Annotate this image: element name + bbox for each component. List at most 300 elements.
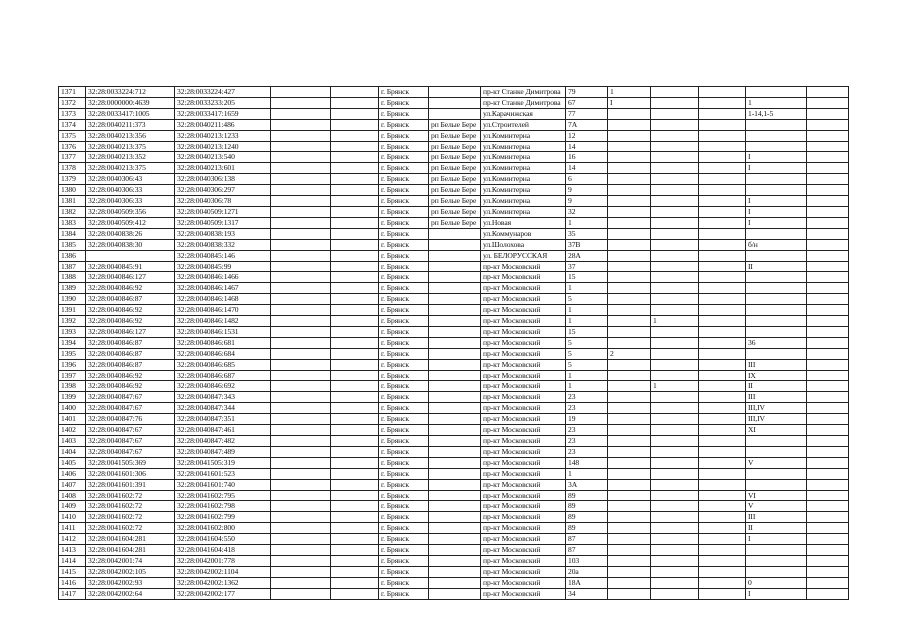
empty-cell [807, 392, 849, 403]
premises-cadastral-number-cell: 32:28:0040846:685 [175, 359, 271, 370]
field-10-cell [608, 185, 651, 196]
table-row [59, 152, 849, 163]
field-4-cell [271, 130, 331, 141]
field-5-cell [331, 370, 379, 381]
street-cell: ул.Коммунаров [481, 228, 566, 239]
field-12-cell [699, 479, 746, 490]
house-number-cell: 32 [566, 206, 608, 217]
city-cell: г. Брянск [379, 479, 429, 490]
room-number-cell [746, 468, 807, 479]
field-4-cell [271, 588, 331, 599]
settlement-cell [429, 239, 481, 250]
row-number-cell: 1379 [59, 174, 86, 185]
street-cell: пр-кт Станке Димитрова [481, 87, 566, 98]
premises-cadastral-number-cell: 32:28:0040845:99 [175, 261, 271, 272]
street-cell: пр-кт Московский [481, 468, 566, 479]
room-number-cell [746, 294, 807, 305]
empty-cell [807, 337, 849, 348]
settlement-cell: рп Белые Бере [429, 119, 481, 130]
field-10-cell [608, 446, 651, 457]
premises-cadastral-number-cell: 32:28:0041602:795 [175, 490, 271, 501]
field-12-cell [699, 523, 746, 534]
house-number-cell: 79 [566, 87, 608, 98]
field-5-cell [331, 457, 379, 468]
city-cell: г. Брянск [379, 414, 429, 425]
room-number-cell: II [746, 381, 807, 392]
row-number-cell: 1386 [59, 250, 86, 261]
field-12-cell [699, 381, 746, 392]
premises-cadastral-number-cell: 32:28:0040845:146 [175, 250, 271, 261]
row-number-cell: 1375 [59, 130, 86, 141]
field-4-cell [271, 108, 331, 119]
room-number-cell [746, 436, 807, 447]
field-4-cell [271, 239, 331, 250]
house-number-cell: 28А [566, 250, 608, 261]
field-12-cell [699, 545, 746, 556]
table-row [59, 305, 849, 316]
cadastral-number-cell: 32:28:0040847:67 [86, 403, 175, 414]
field-4-cell [271, 403, 331, 414]
premises-cadastral-number-cell: 32:28:0040211:486 [175, 119, 271, 130]
room-number-cell: 1 [746, 97, 807, 108]
room-number-cell: IX [746, 370, 807, 381]
house-number-cell: 77 [566, 108, 608, 119]
settlement-cell [429, 305, 481, 316]
cadastral-number-cell: 32:28:0040846:87 [86, 359, 175, 370]
field-12-cell [699, 468, 746, 479]
settlement-cell [429, 403, 481, 414]
cadastral-number-cell: 32:28:0040846:92 [86, 305, 175, 316]
empty-cell [807, 283, 849, 294]
city-cell: г. Брянск [379, 130, 429, 141]
premises-cadastral-number-cell: 32:28:0040838:332 [175, 239, 271, 250]
field-4-cell [271, 359, 331, 370]
table-row [59, 370, 849, 381]
empty-cell [807, 294, 849, 305]
street-cell: ул.Коминтерна [481, 130, 566, 141]
field-12-cell [699, 446, 746, 457]
table-row [59, 87, 849, 98]
premises-cadastral-number-cell: 32:28:0042002:177 [175, 588, 271, 599]
city-cell: г. Брянск [379, 370, 429, 381]
table-row [59, 163, 849, 174]
street-cell: пр-кт Московский [481, 272, 566, 283]
field-12-cell [699, 250, 746, 261]
empty-cell [807, 545, 849, 556]
field-10-cell [608, 119, 651, 130]
row-number-cell: 1401 [59, 414, 86, 425]
field-4-cell [271, 316, 331, 327]
settlement-cell: рп Белые Бере [429, 130, 481, 141]
empty-cell [807, 272, 849, 283]
cadastral-number-cell: 32:28:0042002:64 [86, 588, 175, 599]
cadastral-number-cell: 32:28:0040838:30 [86, 239, 175, 250]
premises-cadastral-number-cell: 32:28:0033224:427 [175, 87, 271, 98]
empty-cell [807, 348, 849, 359]
table-row [59, 206, 849, 217]
field-10-cell [608, 228, 651, 239]
cadastral-number-cell: 32:28:0040213:356 [86, 130, 175, 141]
field-4-cell [271, 545, 331, 556]
field-4-cell [271, 283, 331, 294]
city-cell: г. Брянск [379, 294, 429, 305]
field-10-cell [608, 152, 651, 163]
field-10-cell [608, 261, 651, 272]
table-row [59, 294, 849, 305]
table-row [59, 185, 849, 196]
premises-cadastral-number-cell: 32:28:0040846:684 [175, 348, 271, 359]
field-10-cell [608, 316, 651, 327]
street-cell: ул. БЕЛОРУССКАЯ [481, 250, 566, 261]
premises-cadastral-number-cell: 32:28:0040846:1470 [175, 305, 271, 316]
settlement-cell [429, 457, 481, 468]
field-11-cell [651, 348, 699, 359]
settlement-cell [429, 392, 481, 403]
cadastral-number-cell: 32:28:0041601:391 [86, 479, 175, 490]
row-number-cell: 1392 [59, 316, 86, 327]
city-cell: г. Брянск [379, 490, 429, 501]
house-number-cell: 1 [566, 381, 608, 392]
room-number-cell [746, 250, 807, 261]
house-number-cell: 1 [566, 316, 608, 327]
table-row [59, 381, 849, 392]
field-12-cell [699, 174, 746, 185]
street-cell: пр-кт Московский [481, 577, 566, 588]
field-4-cell [271, 555, 331, 566]
house-number-cell: 1 [566, 468, 608, 479]
empty-cell [807, 577, 849, 588]
empty-cell [807, 490, 849, 501]
field-12-cell [699, 119, 746, 130]
room-number-cell [746, 185, 807, 196]
cadastral-number-cell: 32:28:0041602:72 [86, 512, 175, 523]
room-number-cell [746, 555, 807, 566]
field-10-cell [608, 425, 651, 436]
street-cell: пр-кт Московский [481, 566, 566, 577]
table-row [59, 414, 849, 425]
cadastral-number-cell: 32:28:0040847:67 [86, 392, 175, 403]
street-cell: ул.Коминтерна [481, 196, 566, 207]
field-12-cell [699, 588, 746, 599]
room-number-cell [746, 228, 807, 239]
table-row [59, 141, 849, 152]
field-10-cell [608, 130, 651, 141]
field-10-cell [608, 294, 651, 305]
city-cell: г. Брянск [379, 588, 429, 599]
cadastral-number-cell: 32:28:0041602:72 [86, 501, 175, 512]
table-row [59, 566, 849, 577]
premises-cadastral-number-cell: 32:28:0040838:193 [175, 228, 271, 239]
field-11-cell [651, 326, 699, 337]
house-number-cell: 20а [566, 566, 608, 577]
settlement-cell [429, 555, 481, 566]
field-10-cell [608, 381, 651, 392]
field-5-cell [331, 272, 379, 283]
field-5-cell [331, 141, 379, 152]
table-row [59, 359, 849, 370]
field-5-cell [331, 545, 379, 556]
settlement-cell [429, 479, 481, 490]
empty-cell [807, 141, 849, 152]
empty-cell [807, 479, 849, 490]
room-number-cell [746, 305, 807, 316]
empty-cell [807, 326, 849, 337]
city-cell: г. Брянск [379, 425, 429, 436]
city-cell: г. Брянск [379, 261, 429, 272]
house-number-cell: 34 [566, 588, 608, 599]
field-5-cell [331, 359, 379, 370]
city-cell: г. Брянск [379, 316, 429, 327]
city-cell: г. Брянск [379, 512, 429, 523]
cadastral-number-cell: 32:28:0040847:76 [86, 414, 175, 425]
field-12-cell [699, 206, 746, 217]
field-11-cell [651, 283, 699, 294]
field-10-cell: 2 [608, 348, 651, 359]
empty-cell [807, 403, 849, 414]
house-number-cell: 89 [566, 501, 608, 512]
premises-cadastral-number-cell: 32:28:0040846:1466 [175, 272, 271, 283]
empty-cell [807, 119, 849, 130]
field-10-cell [608, 359, 651, 370]
city-cell: г. Брянск [379, 152, 429, 163]
house-number-cell: 89 [566, 512, 608, 523]
row-number-cell: 1415 [59, 566, 86, 577]
room-number-cell: III [746, 512, 807, 523]
city-cell: г. Брянск [379, 555, 429, 566]
table-row [59, 577, 849, 588]
field-11-cell [651, 534, 699, 545]
street-cell: пр-кт Московский [481, 294, 566, 305]
house-number-cell: 15 [566, 272, 608, 283]
field-10-cell [608, 163, 651, 174]
premises-cadastral-number-cell: 32:28:0041602:800 [175, 523, 271, 534]
empty-cell [807, 196, 849, 207]
field-10-cell [608, 479, 651, 490]
field-12-cell [699, 283, 746, 294]
field-10-cell: I [608, 97, 651, 108]
row-number-cell: 1391 [59, 305, 86, 316]
house-number-cell: 35 [566, 228, 608, 239]
empty-cell [807, 261, 849, 272]
field-10-cell [608, 414, 651, 425]
field-4-cell [271, 446, 331, 457]
field-12-cell [699, 141, 746, 152]
table-row [59, 272, 849, 283]
house-number-cell: 12 [566, 130, 608, 141]
settlement-cell [429, 97, 481, 108]
street-cell: пр-кт Московский [481, 392, 566, 403]
empty-cell [807, 425, 849, 436]
field-5-cell [331, 108, 379, 119]
field-11-cell [651, 414, 699, 425]
cadastral-number-cell: 32:28:0040846:87 [86, 294, 175, 305]
table-row [59, 348, 849, 359]
field-4-cell [271, 479, 331, 490]
field-12-cell [699, 512, 746, 523]
field-11-cell [651, 425, 699, 436]
settlement-cell [429, 228, 481, 239]
cadastral-number-cell: 32:28:0040846:87 [86, 348, 175, 359]
house-number-cell: 5 [566, 348, 608, 359]
table-row [59, 545, 849, 556]
premises-cadastral-number-cell: 32:28:0040846:1467 [175, 283, 271, 294]
room-number-cell: б/н [746, 239, 807, 250]
house-number-cell: 23 [566, 436, 608, 447]
room-number-cell: III,IV [746, 403, 807, 414]
street-cell: ул.Коминтерна [481, 141, 566, 152]
street-cell: пр-кт Московский [481, 457, 566, 468]
row-number-cell: 1389 [59, 283, 86, 294]
cadastral-number-cell: 32:28:0040838:26 [86, 228, 175, 239]
field-11-cell [651, 501, 699, 512]
field-4-cell [271, 566, 331, 577]
premises-cadastral-number-cell: 32:28:0041604:418 [175, 545, 271, 556]
field-5-cell [331, 261, 379, 272]
field-5-cell [331, 163, 379, 174]
field-11-cell [651, 185, 699, 196]
field-4-cell [271, 261, 331, 272]
field-11-cell [651, 490, 699, 501]
row-number-cell: 1397 [59, 370, 86, 381]
field-11-cell [651, 359, 699, 370]
table-row [59, 588, 849, 599]
cadastral-number-cell: 32:28:0040847:67 [86, 436, 175, 447]
field-10-cell [608, 326, 651, 337]
house-number-cell: 23 [566, 403, 608, 414]
empty-cell [807, 217, 849, 228]
premises-cadastral-number-cell: 32:28:0040846:681 [175, 337, 271, 348]
room-number-cell [746, 87, 807, 98]
field-4-cell [271, 196, 331, 207]
settlement-cell [429, 337, 481, 348]
settlement-cell [429, 316, 481, 327]
city-cell: г. Брянск [379, 534, 429, 545]
street-cell: пр-кт Московский [481, 479, 566, 490]
field-5-cell [331, 326, 379, 337]
empty-cell [807, 534, 849, 545]
field-5-cell [331, 446, 379, 457]
house-number-cell: 9 [566, 185, 608, 196]
house-number-cell: 89 [566, 490, 608, 501]
field-12-cell [699, 534, 746, 545]
row-number-cell: 1414 [59, 555, 86, 566]
house-number-cell: 1 [566, 217, 608, 228]
settlement-cell [429, 523, 481, 534]
settlement-cell [429, 381, 481, 392]
room-number-cell: 36 [746, 337, 807, 348]
cadastral-number-cell: 32:28:0042002:105 [86, 566, 175, 577]
row-number-cell: 1409 [59, 501, 86, 512]
empty-cell [807, 250, 849, 261]
house-number-cell: 37В [566, 239, 608, 250]
room-number-cell [746, 141, 807, 152]
cadastral-number-cell: 32:28:0000000:4639 [86, 97, 175, 108]
settlement-cell: рп Белые Бере [429, 217, 481, 228]
field-12-cell [699, 130, 746, 141]
house-number-cell: 37 [566, 261, 608, 272]
table-row [59, 436, 849, 447]
street-cell: пр-кт Московский [481, 403, 566, 414]
empty-cell [807, 130, 849, 141]
field-10-cell [608, 534, 651, 545]
field-4-cell [271, 337, 331, 348]
row-number-cell: 1408 [59, 490, 86, 501]
field-11-cell [651, 403, 699, 414]
settlement-cell [429, 425, 481, 436]
field-4-cell [271, 206, 331, 217]
city-cell: г. Брянск [379, 566, 429, 577]
table-row [59, 326, 849, 337]
table-row [59, 534, 849, 545]
premises-cadastral-number-cell: 32:28:0042002:1104 [175, 566, 271, 577]
cadastral-number-cell: 32:28:0040847:67 [86, 446, 175, 457]
field-12-cell [699, 555, 746, 566]
empty-cell [807, 414, 849, 425]
table-row [59, 261, 849, 272]
city-cell: г. Брянск [379, 305, 429, 316]
field-5-cell [331, 130, 379, 141]
table-row [59, 337, 849, 348]
street-cell: пр-кт Московский [481, 381, 566, 392]
empty-cell [807, 152, 849, 163]
field-4-cell [271, 119, 331, 130]
field-10-cell [608, 217, 651, 228]
field-10-cell [608, 577, 651, 588]
table-row [59, 555, 849, 566]
empty-cell [807, 446, 849, 457]
field-5-cell [331, 490, 379, 501]
city-cell: г. Брянск [379, 185, 429, 196]
city-cell: г. Брянск [379, 501, 429, 512]
field-5-cell [331, 512, 379, 523]
city-cell: г. Брянск [379, 577, 429, 588]
field-10-cell [608, 555, 651, 566]
premises-cadastral-number-cell: 32:28:0040847:489 [175, 446, 271, 457]
cadastral-number-cell: 32:28:0040213:352 [86, 152, 175, 163]
field-10-cell [608, 174, 651, 185]
row-number-cell: 1384 [59, 228, 86, 239]
settlement-cell [429, 566, 481, 577]
table-row [59, 250, 849, 261]
house-number-cell: 9 [566, 196, 608, 207]
row-number-cell: 1373 [59, 108, 86, 119]
street-cell: пр-кт Московский [481, 370, 566, 381]
empty-cell [807, 588, 849, 599]
field-10-cell [608, 523, 651, 534]
premises-cadastral-number-cell: 32:28:0041602:799 [175, 512, 271, 523]
field-10-cell [608, 305, 651, 316]
empty-cell [807, 108, 849, 119]
settlement-cell [429, 577, 481, 588]
settlement-cell [429, 250, 481, 261]
cadastral-number-cell: 32:28:0040213:375 [86, 141, 175, 152]
room-number-cell: V [746, 501, 807, 512]
house-number-cell: 7А [566, 119, 608, 130]
field-5-cell [331, 403, 379, 414]
room-number-cell: I [746, 206, 807, 217]
field-5-cell [331, 425, 379, 436]
field-4-cell [271, 523, 331, 534]
room-number-cell [746, 272, 807, 283]
settlement-cell [429, 370, 481, 381]
field-4-cell [271, 490, 331, 501]
field-10-cell [608, 403, 651, 414]
house-number-cell: 1 [566, 305, 608, 316]
row-number-cell: 1378 [59, 163, 86, 174]
premises-cadastral-number-cell: 32:28:0041601:523 [175, 468, 271, 479]
field-5-cell [331, 185, 379, 196]
row-number-cell: 1374 [59, 119, 86, 130]
